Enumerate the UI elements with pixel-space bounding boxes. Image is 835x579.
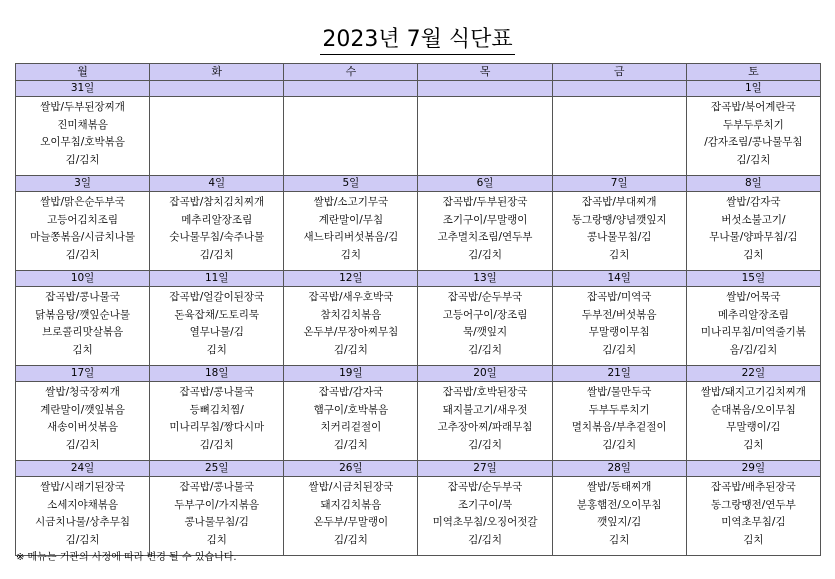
menu-item: 김/김치 (333, 533, 368, 546)
menu-item: 온두부/무말랭이 (313, 516, 389, 529)
menu-item: 동그랑땡/양념깻잎지 (571, 213, 667, 226)
meal-cell (16, 287, 150, 366)
menu-item: 김/김치 (602, 343, 637, 356)
date-cell: 21일 (552, 366, 686, 382)
menu-item: 쌀밥/동태찌개 (587, 481, 652, 493)
menu-item: 미역초무침/김 (721, 516, 786, 529)
menu-item: 순대볶음/오이무침 (711, 403, 796, 416)
menu-item: 김/김치 (333, 343, 368, 356)
date-cell: 26일 (284, 461, 418, 477)
date-row (16, 176, 821, 192)
meal-cell (418, 477, 552, 556)
date-row (16, 461, 821, 477)
menu-item: 쌀밥/두부된장찌개 (40, 101, 125, 113)
menu-item: 조기구이/묵 (457, 498, 513, 511)
menu-item: 미나리무침/짱다시마 (169, 421, 265, 434)
menu-item: 무나물/양파무침/김 (709, 231, 798, 244)
date-cell: 29일 (686, 461, 820, 477)
menu-item: 김치 (72, 343, 93, 356)
menu-item: 잡곡밥/두부된장국 (442, 196, 528, 208)
meal-cell (686, 192, 820, 271)
menu-item: 잡곡밥/감자국 (318, 386, 384, 398)
menu-item: 쌀밥/시금치된장국 (308, 481, 394, 493)
menu-item: 김/김치 (602, 438, 637, 451)
menu-item: 분홍햄전/오이무침 (576, 498, 662, 511)
menu-item: 무말랭이무침 (588, 326, 650, 339)
date-cell: 25일 (150, 461, 284, 477)
menu-item: 김/김치 (65, 248, 100, 261)
date-cell: 11일 (150, 271, 284, 287)
menu-item: 잡곡밥/참치김치찌개 (169, 196, 265, 208)
menu-item: 쌀밥/어묵국 (726, 291, 781, 303)
menu-item: 고추장아찌/파래무침 (437, 421, 533, 434)
menu-item: 쌀밥/소고기무국 (313, 196, 389, 208)
meal-row (16, 477, 821, 556)
weekday-header: 금 (552, 64, 686, 81)
menu-item: 김치 (206, 343, 227, 356)
meal-cell (418, 382, 552, 461)
meal-cell (686, 287, 820, 366)
date-row (16, 271, 821, 287)
menu-item: 고추멸치조림/연두부 (437, 231, 533, 244)
menu-item: 김/김치 (199, 248, 234, 261)
date-cell (418, 81, 552, 97)
page-title (0, 22, 835, 53)
menu-item: 잡곡밥/콩나물국 (179, 481, 254, 493)
date-cell: 10일 (16, 271, 150, 287)
menu-item: 미나리무침/미역줄기볶 (700, 326, 806, 339)
menu-item: 콩나물무침/김 (184, 516, 249, 529)
menu-item: 김/김치 (199, 438, 234, 451)
menu-item: 김/김치 (468, 343, 503, 356)
menu-item: 멸치볶음/부추겉절이 (571, 421, 667, 434)
meal-cell (418, 192, 552, 271)
menu-item: 온두부/무장아찌무침 (303, 326, 399, 339)
menu-item: 계란말이/깻잎볶음 (40, 403, 125, 416)
menu-table (15, 63, 821, 556)
menu-item: 고등어김치조림 (47, 213, 119, 226)
meal-cell (16, 382, 150, 461)
menu-item: 무말랭이/김 (726, 421, 781, 434)
date-cell: 6일 (418, 176, 552, 192)
meal-cell (686, 382, 820, 461)
menu-item: 잡곡밥/호박된장국 (442, 386, 528, 398)
date-cell: 4일 (150, 176, 284, 192)
date-cell: 19일 (284, 366, 418, 382)
meal-cell (552, 287, 686, 366)
menu-item: 쌀밥/물만두국 (587, 386, 652, 398)
menu-item: 잡곡밥/배추된장국 (711, 481, 796, 493)
menu-item: 잡곡밥/얼갈이된장국 (169, 291, 265, 303)
meal-cell (552, 382, 686, 461)
date-cell: 22일 (686, 366, 820, 382)
meal-row (16, 97, 821, 176)
menu-item: 잡곡밥/순두부국 (447, 291, 523, 303)
menu-item: 김치 (609, 248, 630, 261)
menu-item: 김/김치 (468, 438, 503, 451)
meal-cell (284, 287, 418, 366)
menu-item: 닭볶음탕/깻잎순나물 (35, 308, 130, 321)
meal-row (16, 192, 821, 271)
menu-item: 잡곡밥/새우호박국 (308, 291, 394, 303)
date-cell: 8일 (686, 176, 820, 192)
date-cell: 28일 (552, 461, 686, 477)
meal-cell (150, 287, 284, 366)
menu-item: 고등어구이/장조림 (442, 308, 528, 321)
date-cell (284, 81, 418, 97)
menu-table-body (16, 81, 821, 556)
date-cell: 18일 (150, 366, 284, 382)
weekday-header-row (16, 64, 821, 81)
meal-row (16, 287, 821, 366)
meal-cell (418, 287, 552, 366)
menu-item: 묵/깻잎지 (462, 326, 508, 339)
meal-cell (16, 192, 150, 271)
date-row (16, 81, 821, 97)
menu-item: 시금치나물/상추무침 (35, 516, 130, 529)
date-cell: 1일 (686, 81, 820, 97)
menu-item: 참치김치볶음 (320, 308, 382, 321)
menu-item: /감자조림/콩나물무침 (704, 136, 803, 149)
menu-item: 마늘쫑볶음/시금치나물 (30, 231, 136, 244)
menu-item: 등뼈김치찜/ (189, 403, 244, 416)
menu-item: 김/김치 (65, 533, 100, 546)
weekday-header: 월 (16, 64, 150, 81)
menu-item: 치커리겉절이 (320, 421, 382, 434)
menu-item: 쌀밥/감자국 (726, 196, 781, 208)
date-cell: 27일 (418, 461, 552, 477)
menu-item: 버섯소불고기/ (721, 213, 786, 226)
date-cell: 20일 (418, 366, 552, 382)
page-title-text: 2023년 7월 식단표 (320, 27, 514, 55)
weekday-header: 토 (686, 64, 820, 81)
meal-cell (284, 192, 418, 271)
meal-cell (150, 192, 284, 271)
menu-item: 오이무침/호박볶음 (40, 136, 125, 149)
menu-item: 돼지불고기/새우젓 (442, 403, 528, 416)
menu-item: 조기구이/무말랭이 (442, 213, 528, 226)
menu-item: 진미채볶음 (57, 118, 108, 131)
meal-cell (284, 382, 418, 461)
menu-item: 김치 (340, 248, 362, 261)
menu-item: 동그랑땡전/연두부 (711, 498, 796, 511)
menu-item: 쌀밥/청국장찌개 (45, 386, 120, 398)
date-cell (552, 81, 686, 97)
menu-item: 메추리알장조림 (181, 213, 253, 226)
menu-item: 미역초무침/오징어젓갈 (432, 516, 538, 529)
menu-item: 햄구이/호박볶음 (313, 403, 389, 416)
meal-cell (552, 192, 686, 271)
menu-item: 김/김치 (736, 153, 771, 166)
menu-item: 김치 (743, 248, 764, 261)
menu-item: 잡곡밥/콩나물국 (45, 291, 120, 303)
menu-item: 두부두루치기 (722, 118, 784, 131)
menu-item: 소세지야채볶음 (47, 498, 119, 511)
meal-cell (552, 97, 686, 176)
menu-item: 김/김치 (65, 438, 100, 451)
menu-item: 메추리알장조림 (717, 308, 789, 321)
date-cell: 31일 (16, 81, 150, 97)
menu-item: 쌀밥/맑은순두부국 (40, 196, 125, 208)
menu-item: 김치 (743, 438, 764, 451)
menu-item: 잡곡밥/순두부국 (447, 481, 523, 493)
meal-cell (418, 97, 552, 176)
meal-cell (686, 477, 820, 556)
date-cell: 24일 (16, 461, 150, 477)
menu-item: 김/김치 (65, 153, 100, 166)
date-cell: 5일 (284, 176, 418, 192)
date-cell (150, 81, 284, 97)
weekday-header: 화 (150, 64, 284, 81)
date-cell: 14일 (552, 271, 686, 287)
date-cell: 15일 (686, 271, 820, 287)
menu-item: 열무나물/김 (189, 326, 244, 339)
menu-item: 김치 (206, 533, 227, 546)
menu-item: 잡곡밥/부대찌개 (581, 196, 657, 208)
weekday-header: 목 (418, 64, 552, 81)
menu-item: 김/김치 (468, 248, 503, 261)
menu-item: 김치 (609, 533, 630, 546)
meal-cell (284, 477, 418, 556)
menu-item: 계란말이/무침 (318, 213, 384, 226)
menu-item: 두부두루치기 (588, 403, 650, 416)
footnote: ※ 메뉴는 기관의 사정에 따라 변경 될 수 있습니다. (16, 552, 237, 563)
meal-row (16, 382, 821, 461)
menu-item: 돼지김치볶음 (320, 498, 382, 511)
menu-item: 돈육잡채/도토리묵 (174, 308, 260, 321)
menu-item: 김/김치 (468, 533, 503, 546)
meal-cell (150, 97, 284, 176)
menu-item: 새송이버섯볶음 (47, 421, 119, 434)
date-cell: 7일 (552, 176, 686, 192)
menu-item: 콩나물무침/김 (587, 231, 652, 244)
menu-item: 깻잎지/김 (597, 516, 642, 529)
menu-item: 음/김/김치 (729, 343, 778, 356)
meal-cell (16, 97, 150, 176)
menu-item: 잡곡밥/미역국 (587, 291, 652, 303)
menu-item: 숫나물무침/숙주나물 (169, 231, 265, 244)
menu-item: 김치 (743, 533, 764, 546)
menu-item: 두부구이/가지볶음 (174, 498, 260, 511)
meal-cell (150, 477, 284, 556)
weekday-header: 수 (284, 64, 418, 81)
date-row (16, 366, 821, 382)
menu-item: 새느타리버섯볶음/김 (303, 231, 399, 244)
date-cell: 3일 (16, 176, 150, 192)
menu-item: 두부전/버섯볶음 (581, 308, 657, 321)
meal-cell (284, 97, 418, 176)
meal-cell (686, 97, 820, 176)
menu-item: 잡곡밥/콩나물국 (179, 386, 254, 398)
date-cell: 13일 (418, 271, 552, 287)
meal-cell (552, 477, 686, 556)
menu-item: 잡곡밥/북어계란국 (711, 101, 796, 113)
menu-item: 쌀밥/시래기된장국 (40, 481, 125, 493)
meal-cell (150, 382, 284, 461)
date-cell: 17일 (16, 366, 150, 382)
menu-item: 쌀밥/돼지고기김치찌개 (700, 386, 806, 398)
menu-item: 브로콜리맛살볶음 (42, 326, 124, 339)
date-cell: 12일 (284, 271, 418, 287)
menu-item: 김/김치 (333, 438, 368, 451)
meal-cell (16, 477, 150, 556)
